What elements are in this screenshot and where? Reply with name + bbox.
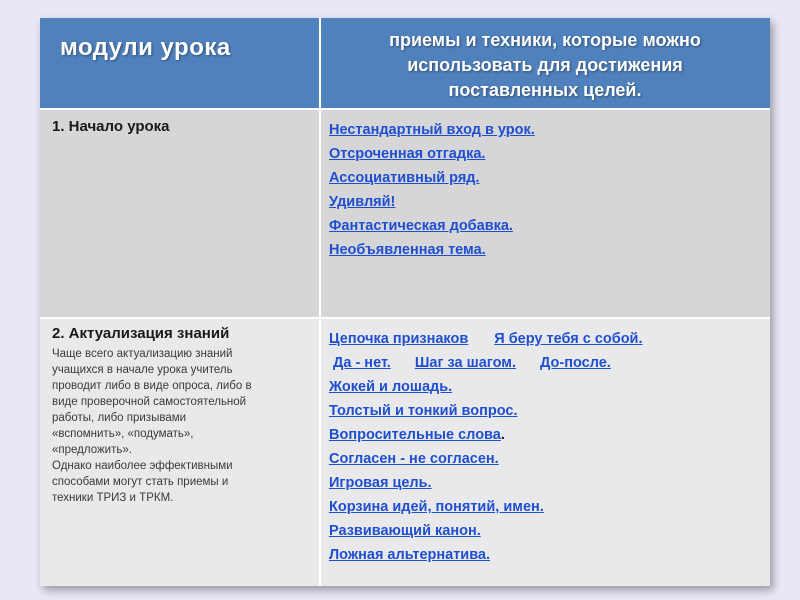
technique-link[interactable]: До-после. [540,355,611,371]
row1-module-cell [40,110,319,317]
trailing-period: . [500,427,505,443]
description-line: Однако наиболее эффективными [52,460,233,472]
description-line: техники ТРИЗ и ТРКМ. [52,492,174,504]
technique-link[interactable]: Нестандартный вход в урок. [329,122,535,138]
technique-link[interactable]: Ассоциативный ряд. [329,170,480,186]
row2-description [52,346,312,506]
technique-link[interactable]: Жокей и лошадь. [329,379,453,395]
row1-techniques-cell [321,110,770,317]
row2-module-cell [40,319,319,586]
row2-techniques-list [329,327,643,567]
description-line: «предложить». [52,444,132,456]
row1-module-label: 1. Начало урока [52,118,170,135]
technique-link[interactable]: Я беру тебя с собой. [494,331,643,347]
technique-link[interactable]: Игровая цель. [329,475,432,491]
header-line: поставленных целей. [448,80,642,100]
methods-table [40,18,770,586]
row2-techniques-cell [321,319,770,586]
technique-link[interactable]: Вопросительные слова [329,427,501,443]
description-line: Чаще всего актуализацию знаний [52,348,233,360]
technique-link[interactable]: Корзина идей, понятий, имен. [329,499,544,515]
header-line: использовать для достижения [407,55,683,75]
technique-link[interactable]: Ложная альтернатива. [329,547,491,563]
row1-techniques-list [329,118,535,262]
header-line: приемы и техники, которые можно [389,30,701,50]
technique-link[interactable]: Да - нет. [333,355,391,371]
header-cell-modules [40,18,319,108]
technique-link[interactable]: Отсроченная отгадка. [329,146,486,162]
technique-link[interactable]: Необъявленная тема. [329,242,486,258]
technique-link[interactable]: Цепочка признаков [329,331,469,347]
technique-link[interactable]: Согласен - не согласен. [329,451,499,467]
row2-module-label: 2. Актуализация знаний [52,325,230,342]
description-line: «вспомнить», «подумать», [52,428,194,440]
technique-link[interactable]: Шаг за шагом. [414,355,517,371]
header-modules-title: модули урока [60,34,231,61]
header-cell-techniques [321,18,770,108]
header-techniques-title [329,28,761,103]
description-line: виде проверочной самостоятельной [52,396,247,408]
technique-link[interactable]: Удивляй! [329,194,396,210]
description-line: учащихся в начале урока учитель [52,364,233,376]
technique-link[interactable]: Толстый и тонкий вопрос. [329,403,518,419]
description-line: способами могут стать приемы и [52,476,229,488]
description-line: работы, либо призывами [52,412,187,424]
technique-link[interactable]: Фантастическая добавка. [329,218,513,234]
technique-link[interactable]: Развивающий канон. [329,523,481,539]
description-line: проводит либо в виде опроса, либо в [52,380,252,392]
